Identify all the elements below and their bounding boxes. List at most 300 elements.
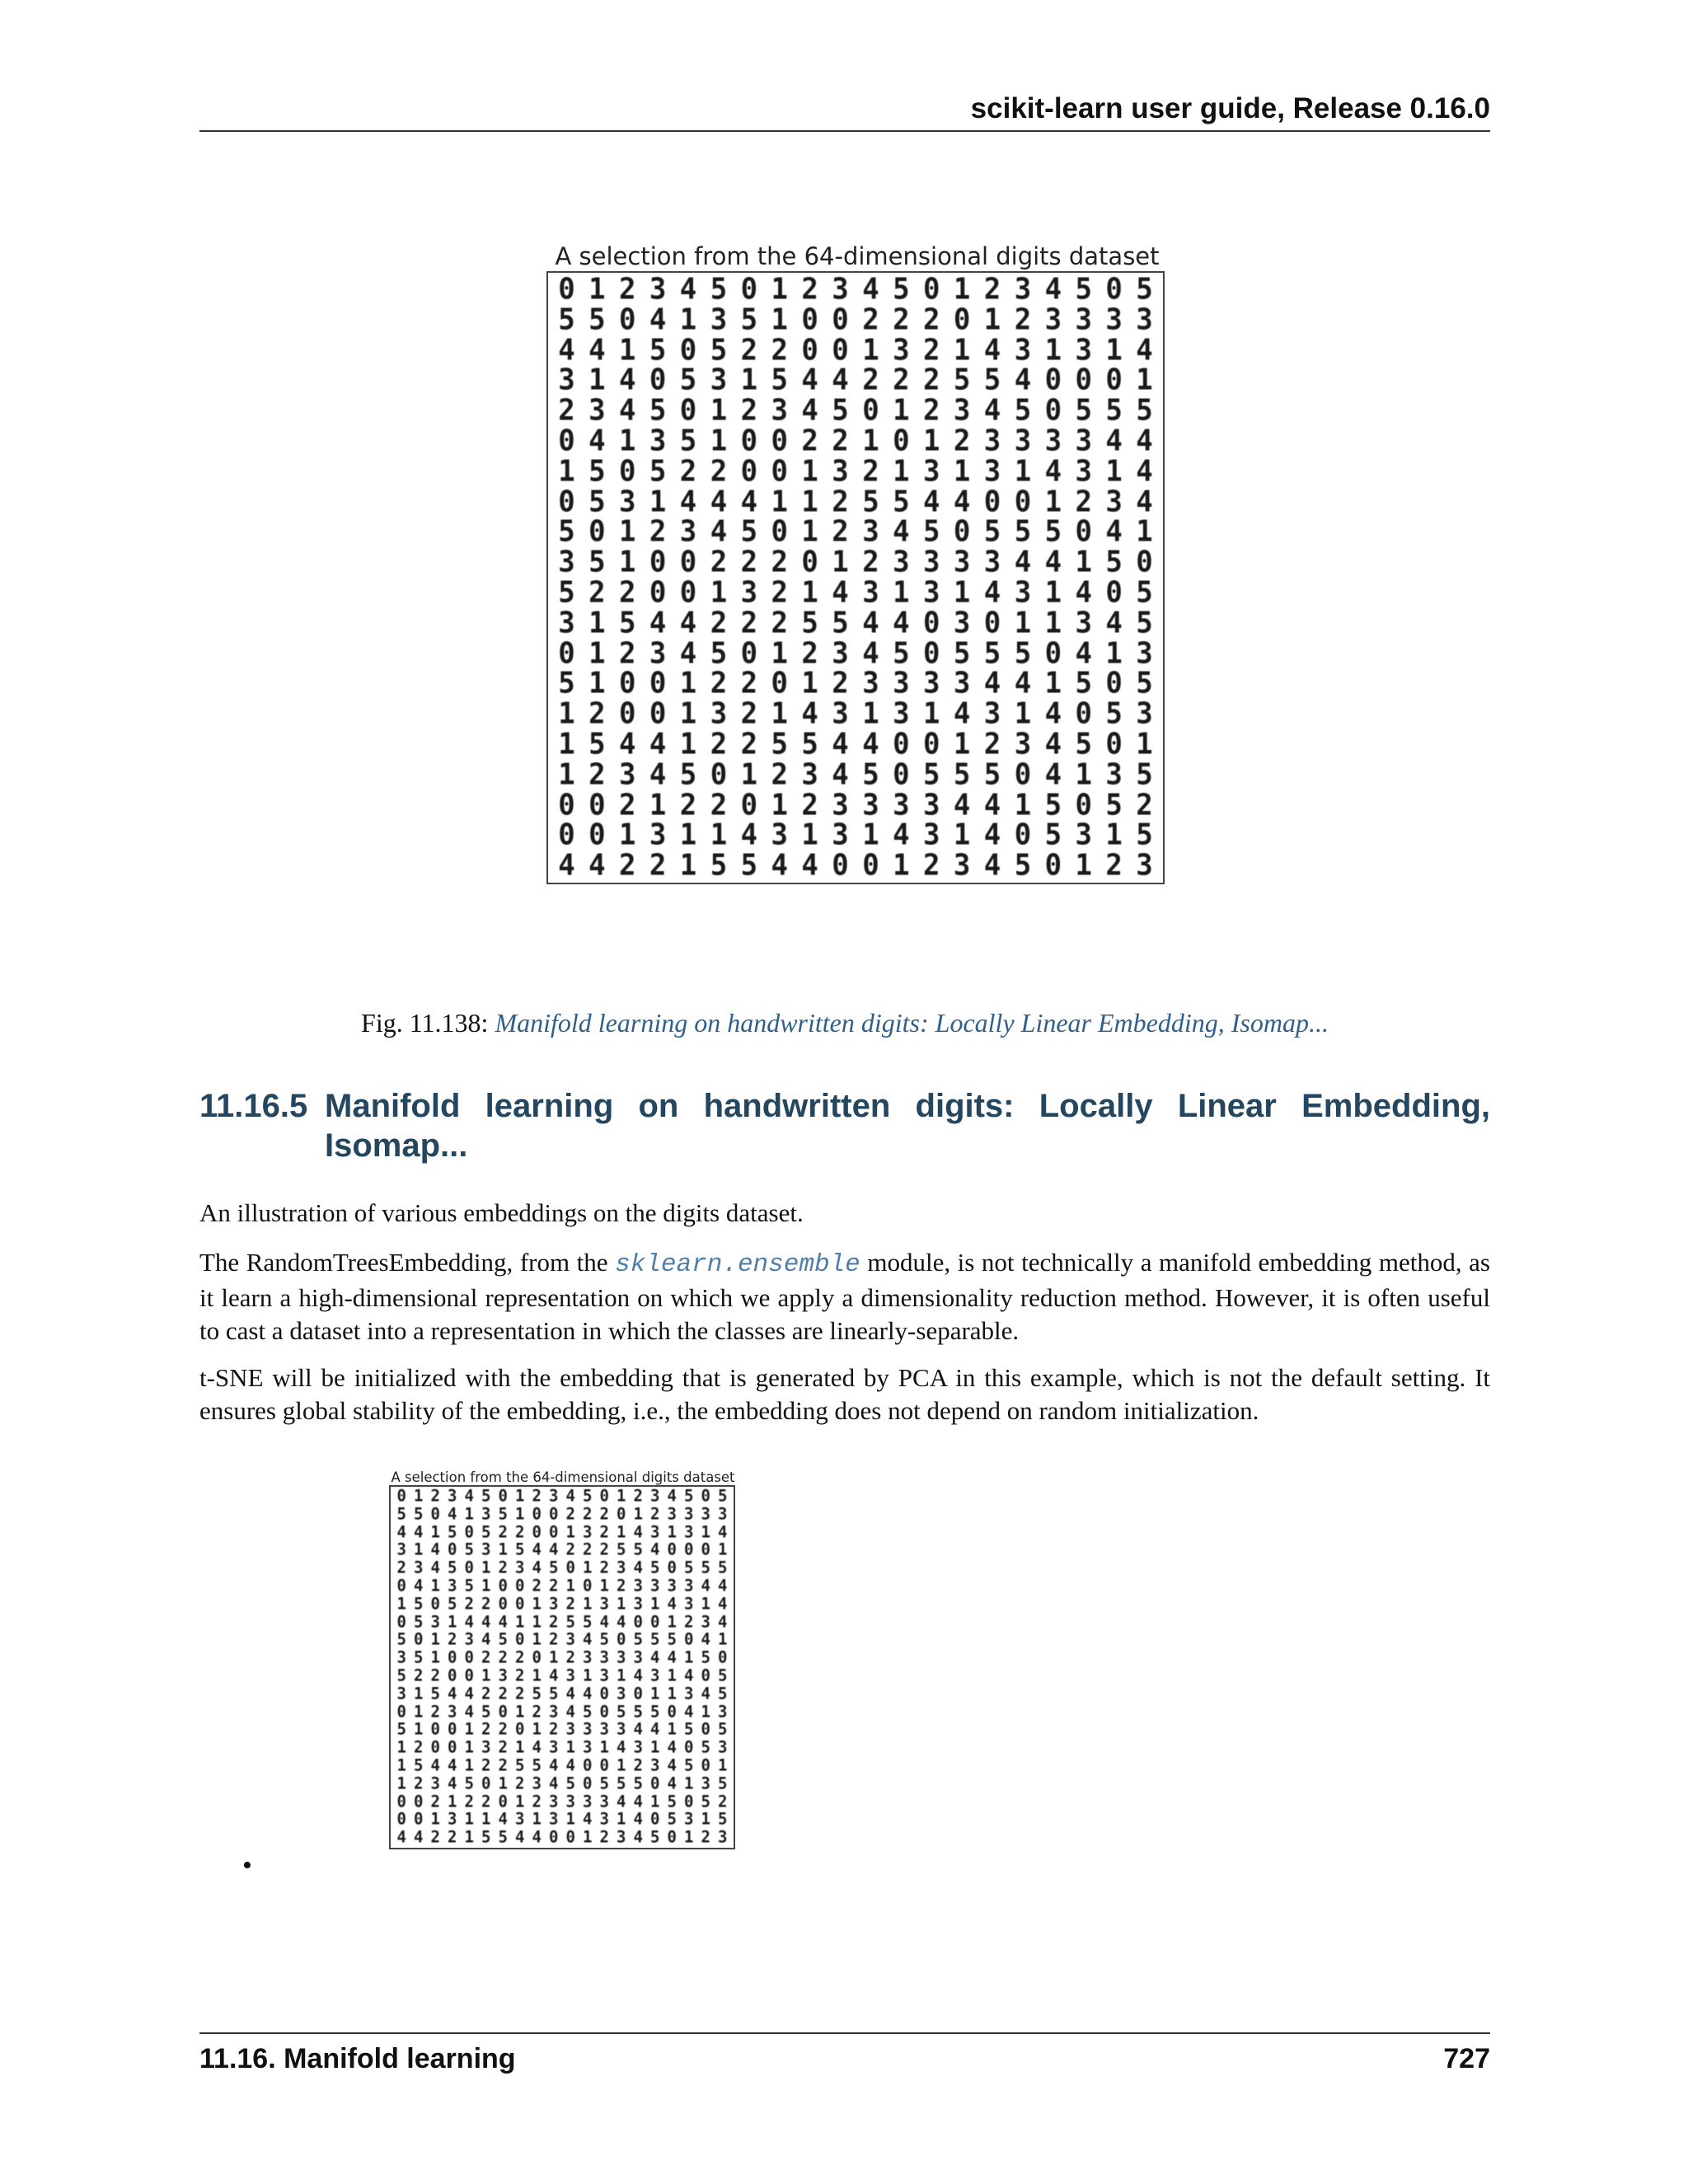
digit-cell: 5 [588, 726, 606, 762]
digit-cell: 5 [710, 332, 728, 368]
digit-cell: 1 [633, 1504, 643, 1524]
digit-cell: 0 [396, 1576, 406, 1596]
digit-cell: 2 [862, 363, 879, 398]
digit-cell: 4 [983, 787, 1001, 823]
digit-cell: 2 [481, 1719, 491, 1739]
digit-cell: 0 [862, 848, 879, 883]
digit-cell: 3 [481, 1540, 491, 1559]
digit-cell: 4 [1044, 757, 1062, 792]
digit-cell: 3 [650, 1521, 660, 1542]
digit-cell: 3 [498, 1666, 508, 1685]
digit-cell: 5 [558, 574, 575, 610]
digit-cell: 4 [1075, 574, 1092, 610]
digit-cell: 3 [710, 302, 728, 337]
digit-cell: 5 [617, 1774, 626, 1793]
digit-cell: 3 [862, 666, 879, 701]
digit-cell: 5 [588, 545, 606, 580]
paragraph-text: module, is not technically a manifold embedding method, as it learn a high-dimensional representation on which we apply a dimensionality reduction method. However, it is often useful to cast a dataset into a representation in which the classes are linearly-separable. [199, 1248, 1490, 1345]
digit-cell: 0 [684, 1540, 694, 1559]
digit-cell: 4 [953, 696, 971, 732]
digit-cell: 5 [481, 1827, 491, 1847]
digit-cell: 4 [498, 1809, 508, 1829]
digit-cell: 0 [679, 574, 697, 610]
digit-cell: 1 [549, 1647, 559, 1667]
digit-cell: 0 [1105, 726, 1123, 762]
digit-cell: 1 [1044, 484, 1062, 519]
digit-cell: 1 [679, 302, 697, 337]
footer [199, 2042, 1490, 2075]
digit-cell: 0 [701, 1486, 710, 1506]
digit-cell: 1 [396, 1594, 406, 1614]
digit-cell: 3 [617, 1647, 626, 1667]
digit-cell: 3 [862, 574, 879, 610]
digit-cell: 5 [396, 1666, 406, 1685]
digit-cell: 2 [599, 1521, 609, 1542]
digit-cell: 3 [1014, 574, 1032, 610]
digit-cell: 3 [549, 1737, 559, 1757]
paragraph-random-trees [199, 1246, 1490, 1347]
digit-cell: 1 [718, 1540, 728, 1559]
digit-cell: 5 [740, 514, 758, 550]
digit-cell: 1 [1105, 818, 1123, 853]
digit-cell: 0 [953, 302, 971, 337]
digit-cell: 5 [701, 1737, 710, 1757]
digit-cell: 3 [983, 453, 1001, 489]
digit-cell: 1 [414, 1486, 424, 1506]
digit-cell: 4 [464, 1701, 474, 1722]
digit-cell: 3 [617, 1558, 626, 1577]
digit-cell: 0 [498, 1701, 508, 1722]
digit-cell: 0 [650, 1611, 660, 1632]
digit-cell: 1 [464, 1719, 474, 1739]
digit-cell: 1 [710, 423, 728, 458]
digit-cell: 0 [448, 1540, 457, 1559]
digit-cell: 4 [583, 1809, 593, 1829]
digit-cell: 4 [549, 1666, 559, 1685]
digit-cell: 3 [1136, 848, 1153, 883]
digit-cell: 2 [565, 1647, 575, 1667]
digit-cell: 2 [740, 726, 758, 762]
digit-cell: 1 [679, 726, 697, 762]
digit-cell: 2 [619, 848, 636, 883]
digit-cell: 0 [515, 1719, 525, 1739]
digit-cell: 2 [515, 1684, 525, 1704]
digit-cell: 0 [588, 818, 606, 853]
digit-cell: 3 [701, 1611, 710, 1632]
digit-cell: 5 [1075, 726, 1092, 762]
digit-cell: 4 [893, 514, 910, 550]
digit-cell: 2 [832, 666, 849, 701]
digit-cell: 3 [983, 696, 1001, 732]
digit-cell: 3 [893, 787, 910, 823]
digit-cell: 4 [983, 818, 1001, 853]
digit-cell: 0 [617, 1629, 626, 1649]
digit-cell: 3 [583, 1719, 593, 1739]
digit-cell: 2 [498, 1558, 508, 1577]
digit-cell: 2 [740, 696, 758, 732]
digit-cell: 0 [1105, 574, 1123, 610]
digit-cell: 5 [983, 514, 1001, 550]
digit-cell: 2 [710, 666, 728, 701]
digit-cell: 3 [923, 453, 940, 489]
digit-cell: 2 [430, 1791, 440, 1811]
module-link[interactable]: sklearn.ensemble [615, 1250, 860, 1279]
digit-cell: 3 [832, 635, 849, 671]
digit-cell: 3 [718, 1827, 728, 1847]
digit-cell: 0 [396, 1701, 406, 1722]
digit-cell: 2 [588, 696, 606, 732]
digit-cell: 0 [558, 787, 575, 823]
digit-cell: 4 [565, 1701, 575, 1722]
digit-cell: 1 [701, 1809, 710, 1829]
digit-cell: 5 [498, 1504, 508, 1524]
digit-cell: 4 [633, 1809, 643, 1829]
digit-cell: 3 [650, 1486, 660, 1506]
digit-cell: 4 [1105, 423, 1123, 458]
digit-cell: 3 [558, 363, 575, 398]
digit-cell: 4 [414, 1521, 424, 1542]
digit-cell: 4 [464, 1684, 474, 1704]
digit-cell: 1 [710, 818, 728, 853]
digit-cell: 0 [684, 1737, 694, 1757]
digit-cell: 4 [718, 1594, 728, 1614]
digit-cell: 1 [414, 1540, 424, 1559]
digit-cell: 4 [667, 1737, 677, 1757]
digit-cell: 4 [414, 1827, 424, 1847]
digit-cell: 4 [832, 574, 849, 610]
digit-cell: 1 [515, 1791, 525, 1811]
digit-cell: 5 [414, 1647, 424, 1667]
digit-cell: 0 [701, 1666, 710, 1685]
digit-cell: 2 [515, 1666, 525, 1685]
digit-cell: 2 [771, 757, 788, 792]
digit-cell: 1 [498, 1774, 508, 1793]
digit-cell: 2 [515, 1647, 525, 1667]
digit-cell: 1 [558, 453, 575, 489]
digit-cell: 5 [1014, 848, 1032, 883]
digit-cell: 4 [1014, 666, 1032, 701]
digit-cell: 3 [953, 848, 971, 883]
digit-cell: 1 [464, 1504, 474, 1524]
digit-cell: 3 [650, 1576, 660, 1596]
digit-cell: 3 [515, 1558, 525, 1577]
digit-cell: 0 [498, 1791, 508, 1811]
digit-cell: 0 [649, 545, 667, 580]
digit-cell: 4 [633, 1558, 643, 1577]
digit-cell: 2 [515, 1774, 525, 1793]
digit-cell: 3 [1075, 423, 1092, 458]
digit-cell: 4 [650, 1540, 660, 1559]
paragraph-tsne: t-SNE will be initialized with the embedding that is generated by PCA in this example, which is not the default setting. It ensures global stability of the embedding, i.e., the embedding does not depend on random initialization. [199, 1363, 1490, 1425]
digit-cell: 4 [1136, 332, 1153, 368]
digit-cell: 5 [1014, 393, 1032, 429]
digit-cell: 0 [893, 423, 910, 458]
digit-cell: 1 [1044, 666, 1062, 701]
digit-cell: 3 [893, 696, 910, 732]
digit-cell: 3 [1075, 302, 1092, 337]
digit-cell: 0 [583, 1576, 593, 1596]
digit-cell: 0 [515, 1629, 525, 1649]
digit-cell: 2 [710, 726, 728, 762]
digit-cell: 5 [481, 1701, 491, 1722]
digit-cell: 2 [832, 423, 849, 458]
digit-cell: 2 [430, 1486, 440, 1506]
digit-cell: 0 [953, 514, 971, 550]
digit-cell: 3 [862, 514, 879, 550]
digit-cell: 1 [862, 423, 879, 458]
digit-cell: 1 [588, 363, 606, 398]
digit-cell: 1 [1105, 635, 1123, 671]
digit-cell: 0 [1105, 666, 1123, 701]
digit-cell: 5 [718, 1809, 728, 1829]
digit-cell: 4 [1044, 545, 1062, 580]
digit-cell: 2 [414, 1666, 424, 1685]
digit-cell: 4 [650, 1647, 660, 1667]
digit-cell: 5 [532, 1755, 542, 1775]
digit-cell: 4 [667, 1774, 677, 1793]
digit-cell: 1 [862, 818, 879, 853]
digit-cell: 0 [740, 271, 758, 307]
digit-cell: 3 [396, 1540, 406, 1559]
digit-cell: 1 [515, 1701, 525, 1722]
digit-cell: 0 [710, 757, 728, 792]
paragraph-intro: An illustration of various embeddings on the digits dataset. [199, 1198, 804, 1227]
digit-cell: 2 [619, 787, 636, 823]
digit-cell: 3 [684, 1594, 694, 1614]
digit-cell: 4 [649, 726, 667, 762]
figure-title: A selection from the 64-dimensional digits dataset [555, 242, 1160, 270]
digit-cell: 2 [565, 1540, 575, 1559]
digit-cell: 0 [1014, 757, 1032, 792]
digit-cell: 3 [649, 423, 667, 458]
digit-cell: 2 [464, 1594, 474, 1614]
digit-cell: 3 [701, 1774, 710, 1793]
digit-cell: 1 [1044, 605, 1062, 640]
digit-cell: 2 [923, 332, 940, 368]
digit-cell: 1 [710, 574, 728, 610]
digit-cell: 5 [893, 635, 910, 671]
digit-cell: 1 [1044, 332, 1062, 368]
digit-cell: 1 [862, 696, 879, 732]
digit-cell: 5 [565, 1611, 575, 1632]
digit-cell: 2 [923, 848, 940, 883]
digit-cell: 4 [633, 1521, 643, 1542]
digit-cell: 1 [740, 757, 758, 792]
digit-cell: 2 [650, 1504, 660, 1524]
digit-cell: 5 [617, 1701, 626, 1722]
digit-cell: 4 [801, 696, 818, 732]
digit-cell: 2 [679, 453, 697, 489]
digit-cell: 1 [893, 848, 910, 883]
digit-cell: 5 [396, 1629, 406, 1649]
digit-cell: 3 [667, 1576, 677, 1596]
digit-cell: 3 [481, 1504, 491, 1524]
digit-cell: 0 [649, 666, 667, 701]
digit-cell: 2 [862, 453, 879, 489]
digit-cell: 0 [619, 696, 636, 732]
digit-cell: 3 [464, 1629, 474, 1649]
digit-cell: 3 [679, 514, 697, 550]
digit-cell: 3 [953, 393, 971, 429]
digit-cell: 2 [801, 271, 818, 307]
digit-cell: 4 [862, 271, 879, 307]
digit-cell: 4 [718, 1611, 728, 1632]
digit-cell: 4 [983, 332, 1001, 368]
digit-cell: 0 [396, 1486, 406, 1506]
digit-cell: 5 [464, 1774, 474, 1793]
digit-cell: 1 [801, 453, 818, 489]
digit-cell: 4 [801, 393, 818, 429]
digit-cell: 3 [1014, 271, 1032, 307]
digit-cell: 4 [771, 848, 788, 883]
digit-cell: 3 [650, 1755, 660, 1775]
digit-cell: 3 [583, 1737, 593, 1757]
digit-cell: 4 [667, 1755, 677, 1775]
digit-cell: 1 [1136, 363, 1153, 398]
digit-cell: 0 [448, 1647, 457, 1667]
digit-cell: 1 [953, 818, 971, 853]
digit-cell: 1 [684, 1774, 694, 1793]
digit-cell: 5 [718, 1684, 728, 1704]
digit-cell: 4 [1136, 453, 1153, 489]
digit-cell: 0 [1014, 484, 1032, 519]
digit-cell: 5 [740, 848, 758, 883]
digit-cell: 2 [649, 848, 667, 883]
digit-cell: 3 [549, 1701, 559, 1722]
digit-cell: 2 [481, 1647, 491, 1667]
digit-cell: 4 [1044, 696, 1062, 732]
digit-cell: 2 [740, 666, 758, 701]
digit-cell: 4 [633, 1666, 643, 1685]
digit-cell: 1 [667, 1611, 677, 1632]
digit-cell: 1 [532, 1629, 542, 1649]
digit-cell: 1 [619, 818, 636, 853]
digit-cell: 3 [832, 453, 849, 489]
digit-cell: 3 [1044, 423, 1062, 458]
digit-cell: 1 [1105, 332, 1123, 368]
digit-cell: 5 [667, 1629, 677, 1649]
digit-cell: 3 [396, 1647, 406, 1667]
digit-cell: 3 [448, 1576, 457, 1596]
digit-cell: 0 [532, 1647, 542, 1667]
digit-cell: 0 [414, 1809, 424, 1829]
digit-cell: 0 [771, 514, 788, 550]
digit-cell: 0 [448, 1737, 457, 1757]
digit-cell: 5 [701, 1558, 710, 1577]
digit-cell: 4 [588, 423, 606, 458]
digit-cell: 2 [481, 1791, 491, 1811]
digit-cell: 0 [771, 453, 788, 489]
digit-cell: 5 [832, 605, 849, 640]
digit-cell: 2 [710, 545, 728, 580]
footer-rule [199, 2032, 1490, 2034]
digit-cell: 5 [983, 757, 1001, 792]
digit-cell: 4 [1044, 726, 1062, 762]
digit-cell: 5 [1044, 787, 1062, 823]
digit-cell: 0 [430, 1719, 440, 1739]
digit-cell: 2 [599, 1558, 609, 1577]
digit-cell: 5 [633, 1629, 643, 1649]
digit-cell: 2 [684, 1611, 694, 1632]
digit-cell: 5 [565, 1774, 575, 1793]
digit-cell: 2 [649, 514, 667, 550]
digit-cell: 0 [771, 423, 788, 458]
digit-cell: 5 [1136, 574, 1153, 610]
digit-cell: 2 [771, 332, 788, 368]
digit-cell: 4 [430, 1755, 440, 1775]
digit-cell: 4 [464, 1611, 474, 1632]
digit-cell: 3 [583, 1791, 593, 1811]
digit-cell: 0 [1075, 787, 1092, 823]
digit-cell: 2 [740, 545, 758, 580]
digit-cell: 1 [414, 1684, 424, 1704]
digit-cell: 2 [832, 484, 849, 519]
digit-cell: 4 [448, 1684, 457, 1704]
digit-cell: 2 [565, 1594, 575, 1614]
digit-cell: 5 [649, 453, 667, 489]
digit-cell: 0 [801, 545, 818, 580]
digit-cell: 3 [619, 484, 636, 519]
digit-cell: 3 [448, 1486, 457, 1506]
digit-cell: 5 [619, 605, 636, 640]
digit-cell: 0 [1075, 514, 1092, 550]
digit-cell: 1 [414, 1719, 424, 1739]
digit-cell: 5 [1044, 818, 1062, 853]
digit-cell: 5 [710, 635, 728, 671]
digit-cell: 4 [649, 605, 667, 640]
digit-cell: 0 [740, 635, 758, 671]
digit-cell: 0 [588, 787, 606, 823]
digit-cell: 5 [1105, 696, 1123, 732]
digit-cell: 0 [832, 302, 849, 337]
digit-cell: 4 [515, 1827, 525, 1847]
digit-cell: 2 [430, 1701, 440, 1722]
digit-cell: 0 [679, 332, 697, 368]
digit-cell: 4 [667, 1486, 677, 1506]
digit-grid [546, 271, 1165, 884]
digit-cell: 3 [558, 605, 575, 640]
digit-cell: 3 [701, 1504, 710, 1524]
digit-cell: 5 [893, 484, 910, 519]
caption-link[interactable]: Manifold learning on handwritten digits: Locally Linear Embedding, Isomap... [495, 1008, 1329, 1038]
digit-cell: 0 [1075, 696, 1092, 732]
digit-cell: 4 [549, 1774, 559, 1793]
digit-cell: 3 [923, 787, 940, 823]
digit-cell: 5 [701, 1647, 710, 1667]
digit-cell: 5 [448, 1558, 457, 1577]
digit-cell: 2 [893, 363, 910, 398]
digit-cell: 3 [649, 818, 667, 853]
digit-cell: 0 [923, 635, 940, 671]
digit-cell: 5 [684, 1486, 694, 1506]
section-number: 11.16.5 [199, 1088, 308, 1124]
digit-cell: 4 [893, 818, 910, 853]
digit-cell: 1 [565, 1809, 575, 1829]
digit-cell: 0 [983, 605, 1001, 640]
digit-cell: 2 [481, 1684, 491, 1704]
digit-cell: 3 [718, 1701, 728, 1722]
digit-cell: 3 [565, 1666, 575, 1685]
digit-cell: 5 [414, 1611, 424, 1632]
digit-cell: 0 [667, 1827, 677, 1847]
digit-cell: 2 [862, 545, 879, 580]
figure-number: Fig. 11.138: [361, 1008, 495, 1038]
digit-cell: 3 [832, 818, 849, 853]
digit-cell: 0 [923, 271, 940, 307]
digit-cell: 3 [588, 393, 606, 429]
digit-cell: 4 [667, 1594, 677, 1614]
digit-cell: 3 [583, 1521, 593, 1542]
